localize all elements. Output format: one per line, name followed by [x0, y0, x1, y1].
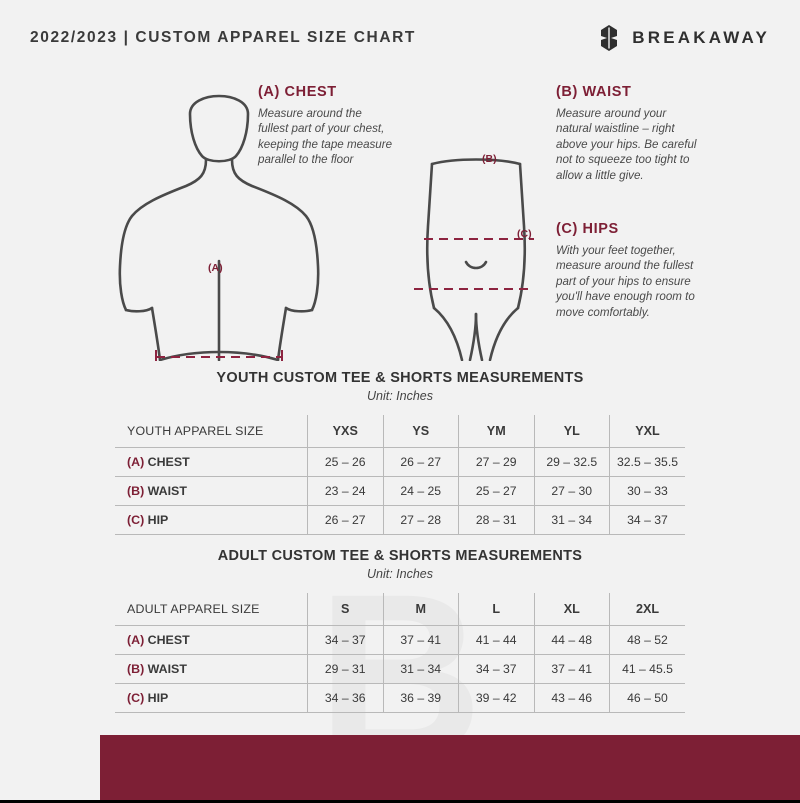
- adult-section-unit: Unit: Inches: [366, 567, 433, 581]
- youth-waist-ys: 24 – 25: [383, 477, 459, 506]
- adult-waist-m: 31 – 34: [383, 655, 459, 684]
- adult-hip-s: 34 – 36: [308, 684, 384, 713]
- youth-col-ym: YM: [459, 415, 535, 448]
- youth-waist-ym: 25 – 27: [459, 477, 535, 506]
- adult-chest-m: 37 – 41: [383, 626, 459, 655]
- table-row: [115, 448, 685, 477]
- adult-row-header-label: ADULT APPAREL SIZE: [115, 593, 308, 626]
- adult-hip-m: 36 – 39: [383, 684, 459, 713]
- note-hips: [556, 221, 698, 320]
- table-row: [115, 626, 685, 655]
- youth-col-yxl: YXL: [610, 415, 686, 448]
- marker-waist: (B): [482, 153, 497, 165]
- youth-hip-yl: 31 – 34: [534, 506, 610, 535]
- youth-row-hip-label: [115, 506, 308, 535]
- youth-row-hip-tag: (C): [127, 513, 145, 527]
- b-monogram-icon: [598, 25, 620, 51]
- note-chest-title: (A) CHEST: [258, 84, 337, 100]
- youth-row-header-label: YOUTH APPAREL SIZE: [115, 415, 308, 448]
- youth-col-yxs: YXS: [308, 415, 384, 448]
- youth-waist-yl: 27 – 30: [534, 477, 610, 506]
- footer-accent-bar: [100, 735, 800, 800]
- adult-row-chest-text: CHEST: [147, 633, 190, 647]
- youth-section-title: YOUTH CUSTOM TEE & SHORTS MEASUREMENTS: [216, 370, 584, 386]
- youth-row-chest-text: CHEST: [147, 455, 190, 469]
- youth-hip-yxs: 26 – 27: [308, 506, 384, 535]
- table-row: [115, 506, 685, 535]
- youth-row-waist-tag: (B): [127, 484, 145, 498]
- youth-col-yl: YL: [534, 415, 610, 448]
- adult-col-2xl: 2XL: [610, 593, 686, 626]
- adult-hip-2xl: 46 – 50: [610, 684, 686, 713]
- adult-waist-2xl: 41 – 45.5: [610, 655, 686, 684]
- adult-col-xl: XL: [534, 593, 610, 626]
- note-hips-title: (C) HIPS: [556, 221, 619, 237]
- adult-table-header-row: [115, 593, 685, 626]
- adult-col-l: L: [459, 593, 535, 626]
- marker-hips: (C): [517, 228, 532, 240]
- youth-row-chest-label: [115, 448, 308, 477]
- adult-chest-s: 34 – 37: [308, 626, 384, 655]
- youth-waist-yxl: 30 – 33: [610, 477, 686, 506]
- youth-row-hip-text: HIP: [147, 513, 169, 527]
- adult-row-chest-label: [115, 626, 308, 655]
- youth-chest-yl: 29 – 32.5: [534, 448, 610, 477]
- adult-chest-xl: 44 – 48: [534, 626, 610, 655]
- adult-size-table: [115, 593, 685, 713]
- youth-chest-yxl: 32.5 – 35.5: [610, 448, 686, 477]
- youth-chest-ym: 27 – 29: [459, 448, 535, 477]
- youth-row-waist-text: WAIST: [147, 484, 187, 498]
- youth-chest-ys: 26 – 27: [383, 448, 459, 477]
- adult-chest-2xl: 48 – 52: [610, 626, 686, 655]
- note-hips-body: With your feet together, measure around the fullest part of your hips to ensure you'll have enough room to move comfortably.: [556, 244, 695, 319]
- youth-hip-ym: 28 – 31: [459, 506, 535, 535]
- adult-row-hip-tag: (C): [127, 691, 145, 705]
- page-title: 2022/2023 | CUSTOM APPAREL SIZE CHART: [30, 29, 416, 46]
- table-row: [115, 655, 685, 684]
- youth-hip-yxl: 34 – 37: [610, 506, 686, 535]
- adult-col-m: M: [383, 593, 459, 626]
- adult-section-title: ADULT CUSTOM TEE & SHORTS MEASUREMENTS: [217, 548, 583, 564]
- note-waist: [556, 84, 698, 183]
- marker-chest: (A): [208, 262, 223, 274]
- adult-row-waist-text: WAIST: [147, 662, 187, 676]
- table-row: [115, 477, 685, 506]
- adult-hip-l: 39 – 42: [459, 684, 535, 713]
- table-row: [115, 684, 685, 713]
- page-header: [0, 0, 800, 76]
- measurement-illustration: [0, 76, 800, 361]
- youth-size-table: [115, 415, 685, 535]
- adult-waist-l: 34 – 37: [459, 655, 535, 684]
- adult-waist-s: 29 – 31: [308, 655, 384, 684]
- brand-name: BREAKAWAY: [632, 28, 770, 47]
- youth-row-waist-label: [115, 477, 308, 506]
- note-chest: [258, 84, 394, 168]
- youth-hip-ys: 27 – 28: [383, 506, 459, 535]
- brand-lockup: [598, 25, 770, 51]
- adult-chest-l: 41 – 44: [459, 626, 535, 655]
- note-waist-title: (B) WAIST: [556, 84, 632, 100]
- adult-hip-xl: 43 – 46: [534, 684, 610, 713]
- note-chest-body: Measure around the fullest part of your chest, keeping the tape measure parallel to the floor: [258, 107, 393, 167]
- adult-row-hip-label: [115, 684, 308, 713]
- adult-row-chest-tag: (A): [127, 633, 145, 647]
- youth-table-header-row: [115, 415, 685, 448]
- adult-row-hip-text: HIP: [147, 691, 169, 705]
- youth-section: [0, 370, 800, 535]
- adult-col-s: S: [308, 593, 384, 626]
- youth-col-ys: YS: [383, 415, 459, 448]
- adult-waist-xl: 37 – 41: [534, 655, 610, 684]
- youth-section-unit: Unit: Inches: [366, 389, 433, 403]
- adult-section: [0, 548, 800, 713]
- adult-row-waist-label: [115, 655, 308, 684]
- adult-row-waist-tag: (B): [127, 662, 145, 676]
- youth-chest-yxs: 25 – 26: [308, 448, 384, 477]
- note-waist-body: Measure around your natural waistline – right above your hips. Be careful not to squeeze too tight to allow a little give.: [556, 107, 697, 182]
- youth-waist-yxs: 23 – 24: [308, 477, 384, 506]
- youth-row-chest-tag: (A): [127, 455, 145, 469]
